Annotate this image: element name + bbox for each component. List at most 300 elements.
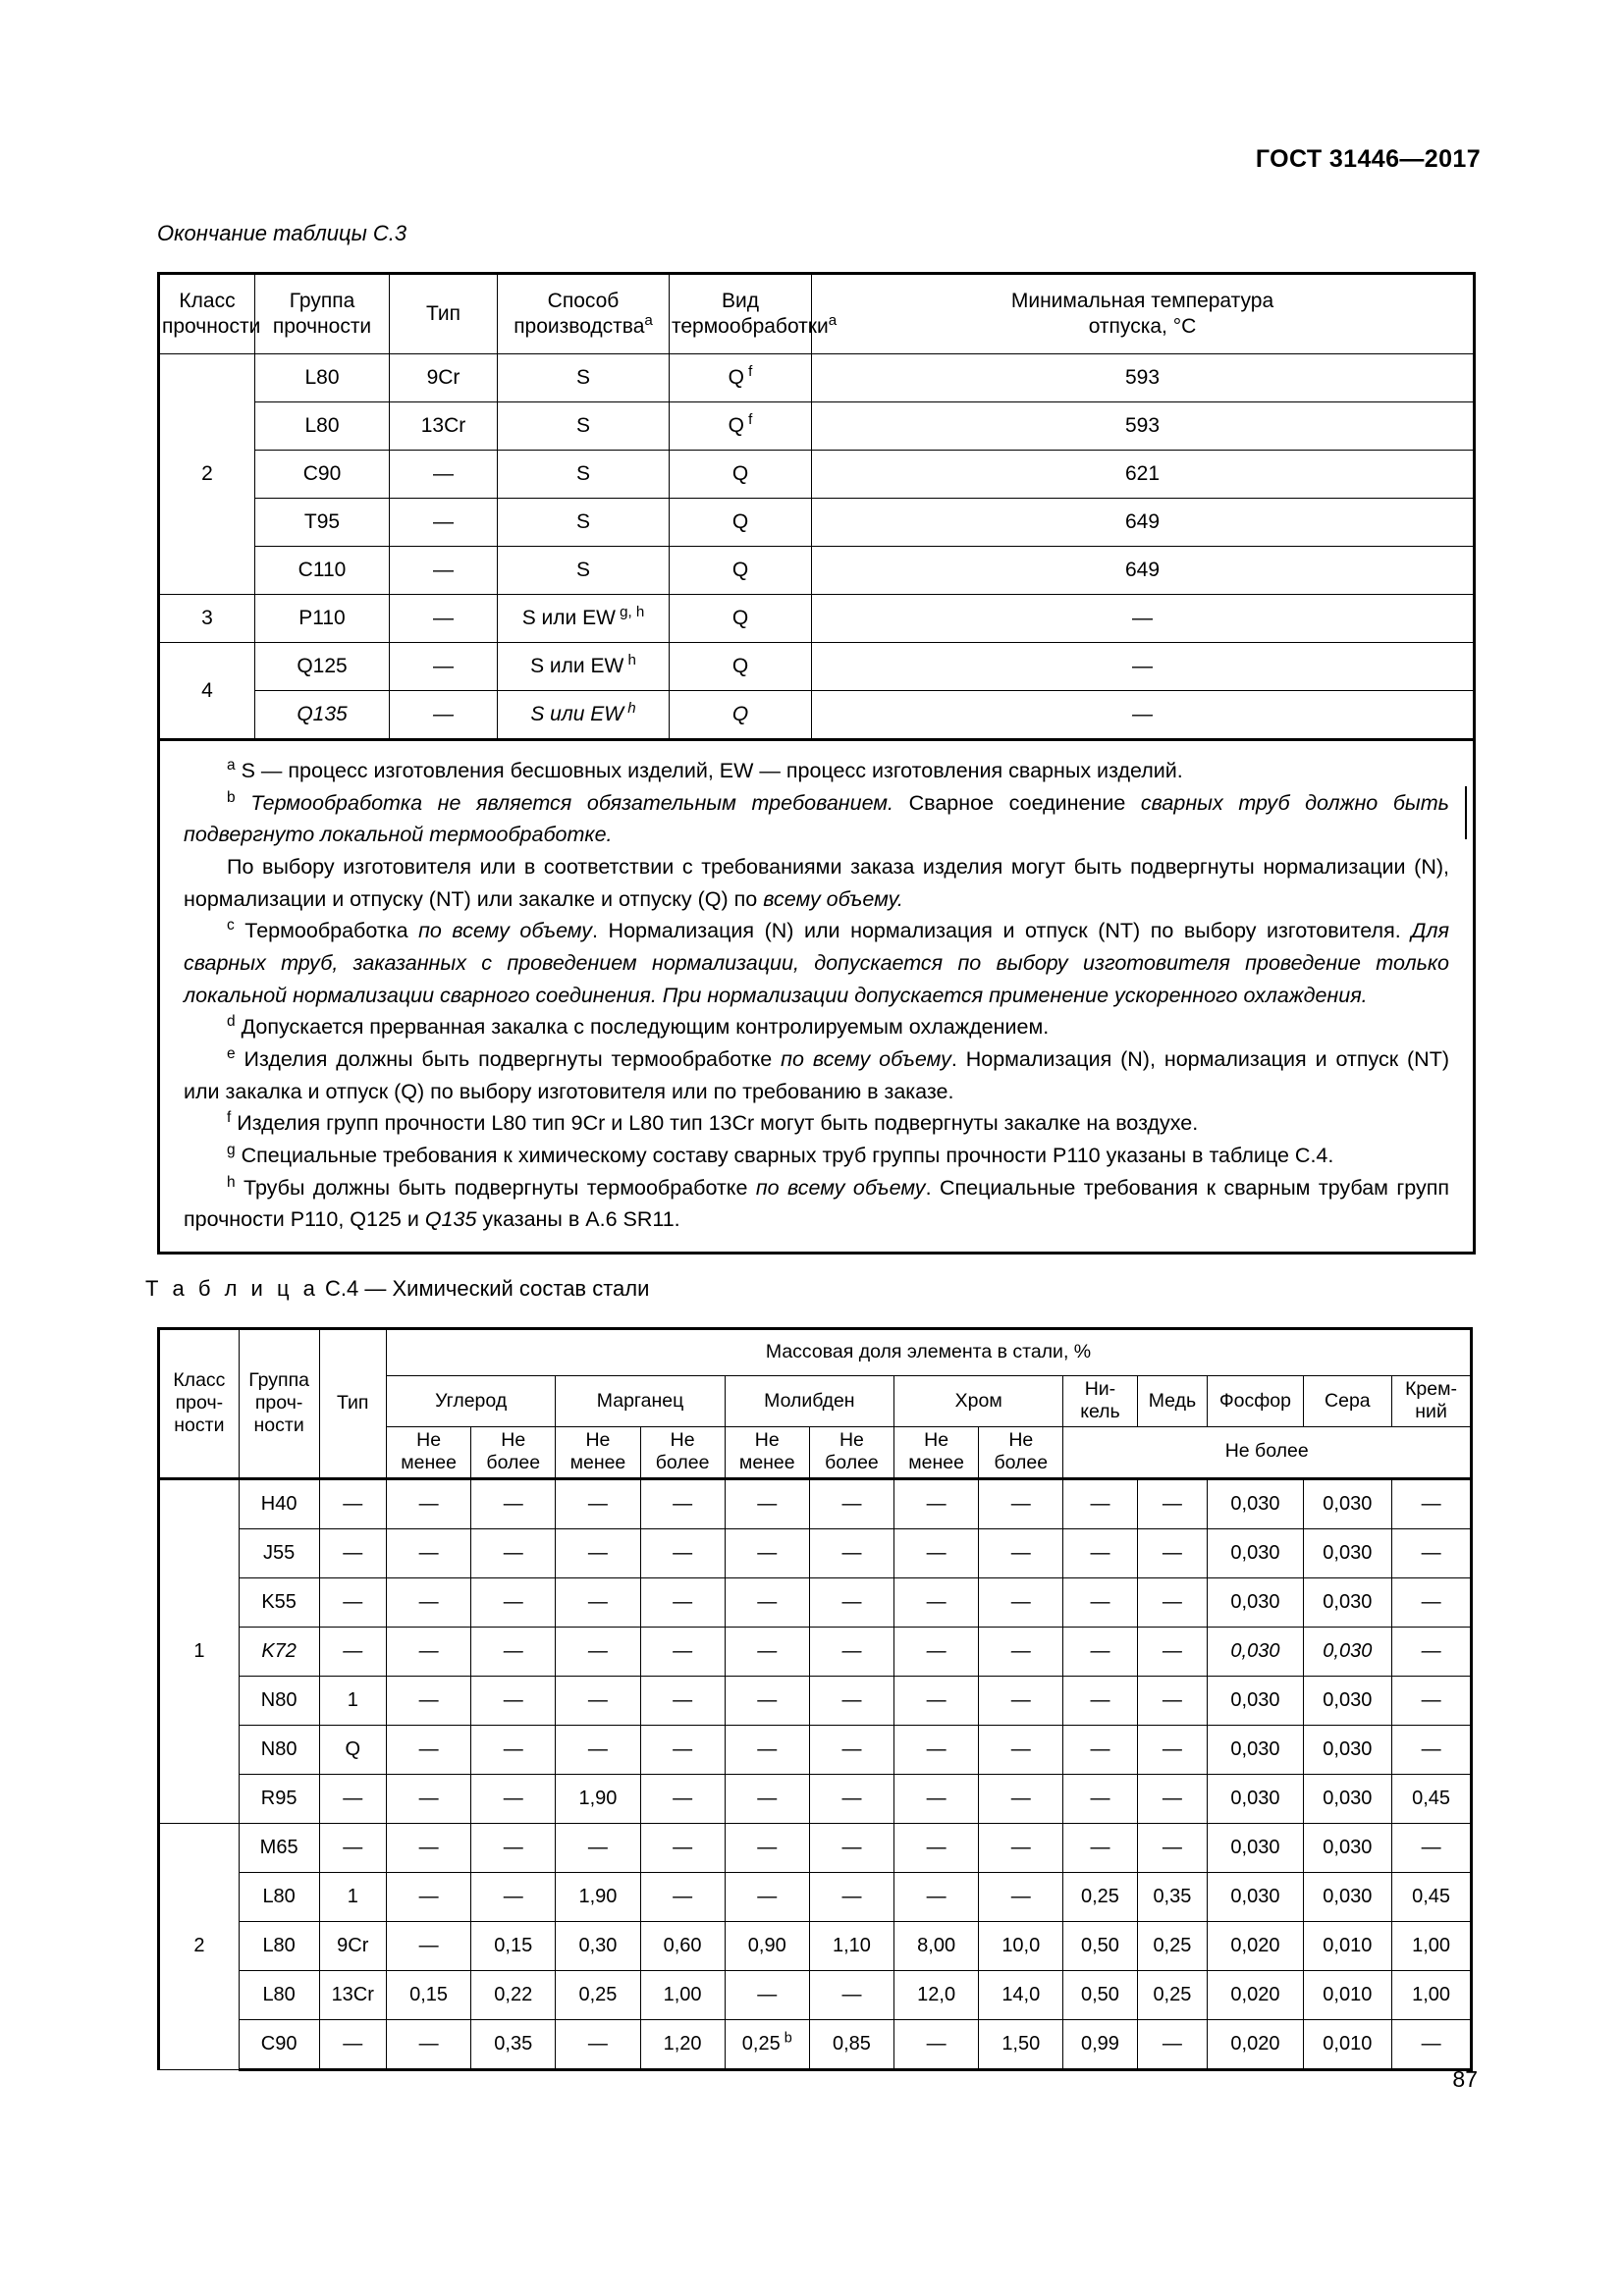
cell-carbon-min: — xyxy=(387,1823,471,1872)
cell-silicon: 1,00 xyxy=(1392,1970,1472,2019)
col-header-group-l3: ности xyxy=(253,1415,304,1437)
cell-type: 1 xyxy=(319,1676,387,1725)
cell-molybdenum-min: — xyxy=(725,1725,809,1774)
cell-min-temperature: 649 xyxy=(812,547,1475,595)
col-header-temp xyxy=(812,274,1475,354)
cell-molybdenum-min: — xyxy=(725,1478,809,1528)
cell-molybdenum-max: — xyxy=(809,1676,893,1725)
cell-production-method: S xyxy=(498,354,670,402)
cell-manganese-min: — xyxy=(556,2019,640,2069)
cell-manganese-min: 0,30 xyxy=(556,1921,640,1970)
cell-carbon-max: 0,35 xyxy=(471,2019,556,2069)
cell-sulfur: 0,030 xyxy=(1303,1774,1392,1823)
table-c4 xyxy=(157,1327,1473,2071)
cell-nickel: 0,99 xyxy=(1063,2019,1137,2069)
footnote-f xyxy=(184,1107,1449,1140)
cell-strength-group: H40 xyxy=(239,1478,319,1528)
cell-manganese-min: 1,90 xyxy=(556,1872,640,1921)
cell-type: — xyxy=(319,1627,387,1676)
col-header-mass-fraction-label: Массовая доля элемента в стали, % xyxy=(765,1341,1092,1363)
cell-copper: — xyxy=(1137,1725,1208,1774)
cell-production-method: S xyxy=(498,402,670,451)
cell-strength-group: K72 xyxy=(239,1627,319,1676)
footnote-c-text-2: по всему объему xyxy=(418,919,593,943)
cell-manganese-min: 0,25 xyxy=(556,1970,640,2019)
sub-min-l1: Не xyxy=(924,1428,949,1451)
cell-min-temperature: — xyxy=(812,691,1475,740)
table-row xyxy=(159,1823,1472,1872)
cell-silicon: — xyxy=(1392,1577,1472,1627)
cell-carbon-max: — xyxy=(471,1478,556,1528)
col-header-class-l3: ности xyxy=(174,1415,225,1437)
cell-carbon-min: 0,15 xyxy=(387,1970,471,2019)
col-header-silicon-l1: Крем- xyxy=(1405,1378,1458,1400)
cell-chromium-min: — xyxy=(894,1627,979,1676)
cell-carbon-min: — xyxy=(387,1774,471,1823)
cell-copper: 0,25 xyxy=(1137,1970,1208,2019)
cell-type: 13Cr xyxy=(390,402,498,451)
cell-heat-treatment: Q xyxy=(670,547,812,595)
cell-type: — xyxy=(319,1528,387,1577)
cell-strength-group: L80 xyxy=(239,1921,319,1970)
cell-heat-treatment: Q xyxy=(670,595,812,643)
cell-carbon-max: — xyxy=(471,1528,556,1577)
cell-carbon-min: — xyxy=(387,1676,471,1725)
cell-heat-treatment: Q xyxy=(670,451,812,499)
cell-carbon-max: — xyxy=(471,1823,556,1872)
cell-nickel: — xyxy=(1063,1725,1137,1774)
cell-molybdenum-min: — xyxy=(725,1823,809,1872)
cell-chromium-max: — xyxy=(979,1676,1063,1725)
col-header-class xyxy=(159,1329,240,1479)
cell-heat-treatment: Q xyxy=(670,499,812,547)
col-header-type-label: Тип xyxy=(425,302,460,326)
cell-strength-group: C90 xyxy=(239,2019,319,2069)
cell-phosphorus: 0,030 xyxy=(1208,1676,1303,1725)
cell-phosphorus: 0,030 xyxy=(1208,1872,1303,1921)
cell-carbon-max: — xyxy=(471,1577,556,1627)
cell-type: — xyxy=(390,499,498,547)
cell-nickel: — xyxy=(1063,1774,1137,1823)
col-header-sulfur-label: Сера xyxy=(1325,1389,1371,1412)
cell-chromium-max: — xyxy=(979,1478,1063,1528)
col-header-type xyxy=(319,1329,387,1479)
cell-copper: — xyxy=(1137,1627,1208,1676)
col-header-not-more-label: Не более xyxy=(1224,1440,1309,1463)
table-row xyxy=(159,1774,1472,1823)
footnote-b-para2-text: По выбору изготовителя или в соответствии с требованиями заказа изделия могут быть подвергнуты нормализации (N), нормализации и отпуску (NT) или закалке и отпуску (Q) по xyxy=(184,855,1449,911)
col-header-method-sup: a xyxy=(644,312,653,329)
cell-chromium-max: 14,0 xyxy=(979,1970,1063,2019)
cell-chromium-min: — xyxy=(894,2019,979,2069)
cell-type: — xyxy=(319,2019,387,2069)
col-header-copper-label: Медь xyxy=(1148,1389,1197,1412)
cell-manganese-max: — xyxy=(640,1627,725,1676)
cell-carbon-min: — xyxy=(387,1528,471,1577)
table-row xyxy=(159,1970,1472,2019)
footnote-c xyxy=(184,915,1449,1011)
cell-manganese-min: — xyxy=(556,1725,640,1774)
cell-manganese-min: — xyxy=(556,1478,640,1528)
footnote-c-text-4: Для сварных труб, заказанных с проведением нормализации, допускается по выбору изготовителя проведение только локальной нормализации сварного соединения. При нормализации допускается применение ускоренного охлаждения. xyxy=(184,919,1449,1007)
table-c4-caption-spaced: Т а б л и ц а xyxy=(145,1276,319,1301)
cell-chromium-min: 8,00 xyxy=(894,1921,979,1970)
cell-molybdenum-max: — xyxy=(809,1823,893,1872)
cell-type: — xyxy=(319,1577,387,1627)
cell-heat-treatment: Q $^f$ xyxy=(670,354,812,402)
footnotes-block xyxy=(159,740,1475,1254)
col-header-carbon-min xyxy=(387,1426,471,1478)
cell-strength-class: 3 xyxy=(159,595,255,643)
col-header-nickel-l1: Ни- xyxy=(1084,1378,1116,1400)
table-row xyxy=(159,643,1475,691)
cell-nickel: — xyxy=(1063,1627,1137,1676)
cell-type: — xyxy=(390,547,498,595)
sub-max-l2: более xyxy=(486,1452,541,1474)
cell-sulfur: 0,030 xyxy=(1303,1823,1392,1872)
cell-molybdenum-min: — xyxy=(725,1676,809,1725)
sub-max-l2: более xyxy=(994,1452,1049,1474)
cell-silicon: — xyxy=(1392,1627,1472,1676)
cell-strength-group: M65 xyxy=(239,1823,319,1872)
table-c3-caption: Окончание таблицы С.3 xyxy=(157,221,407,245)
footnote-e-marker: e xyxy=(227,1044,236,1062)
cell-type: 1 xyxy=(319,1872,387,1921)
cell-chromium-min: — xyxy=(894,1528,979,1577)
cell-carbon-max: 0,22 xyxy=(471,1970,556,2019)
cell-sulfur: 0,010 xyxy=(1303,2019,1392,2069)
cell-strength-group: Q125 xyxy=(255,643,390,691)
cell-type: — xyxy=(390,451,498,499)
cell-manganese-max: 0,60 xyxy=(640,1921,725,1970)
cell-carbon-max: 0,15 xyxy=(471,1921,556,1970)
cell-copper: 0,35 xyxy=(1137,1872,1208,1921)
cell-copper: — xyxy=(1137,1823,1208,1872)
sub-max-l1: Не xyxy=(501,1428,526,1451)
table-row xyxy=(159,595,1475,643)
cell-carbon-max: — xyxy=(471,1676,556,1725)
cell-phosphorus: 0,030 xyxy=(1208,1528,1303,1577)
footnote-b-text-3: сварных труб должно быть подвергнуто локальной термообработке. xyxy=(184,790,1449,847)
col-header-mass-fraction xyxy=(387,1329,1472,1376)
cell-molybdenum-min: — xyxy=(725,1872,809,1921)
cell-sulfur: 0,030 xyxy=(1303,1577,1392,1627)
cell-molybdenum-max: — xyxy=(809,1528,893,1577)
col-header-class-l2: прочности xyxy=(162,315,261,338)
footnote-d-text: Допускается прерванная закалка с последующим контролируемым охлаждением. xyxy=(241,1015,1050,1040)
cell-chromium-max: — xyxy=(979,1577,1063,1627)
table-c3 xyxy=(157,272,1476,1255)
cell-molybdenum-max: — xyxy=(809,1478,893,1528)
cell-production-method: S xyxy=(498,499,670,547)
col-header-molybdenum-label: Молибден xyxy=(764,1389,855,1412)
col-header-molybdenum-max xyxy=(809,1426,893,1478)
cell-sulfur: 0,010 xyxy=(1303,1921,1392,1970)
footnote-e xyxy=(184,1043,1449,1107)
cell-production-method: S или EW $^{g, h}$ xyxy=(498,595,670,643)
table-row xyxy=(159,1528,1472,1577)
cell-silicon: — xyxy=(1392,1528,1472,1577)
cell-heat-treatment: Q xyxy=(670,643,812,691)
cell-molybdenum-min: — xyxy=(725,1970,809,2019)
col-header-temp-l1: Минимальная температура xyxy=(1010,290,1274,313)
col-header-chromium-label: Хром xyxy=(954,1389,1002,1412)
cell-type: — xyxy=(319,1478,387,1528)
cell-strength-group: Q135 xyxy=(255,691,390,740)
col-header-not-more-span xyxy=(1063,1426,1472,1478)
footnote-e-text-3: . Нормализация (N), нормализация и отпуск (NT) или закалка и отпуск (Q) по выбору изготовителя или по требованию в заказе. xyxy=(184,1047,1450,1103)
col-header-chromium-min xyxy=(894,1426,979,1478)
col-header-manganese-max xyxy=(640,1426,725,1478)
col-header-method-l2: производства xyxy=(514,315,645,338)
footnote-b-text-2: Сварное соединение xyxy=(893,790,1141,815)
cell-strength-group: R95 xyxy=(239,1774,319,1823)
col-header-carbon-max xyxy=(471,1426,556,1478)
cell-min-temperature: — xyxy=(812,595,1475,643)
footnote-c-text-1: Термообработка xyxy=(244,919,419,943)
cell-min-temperature: 649 xyxy=(812,499,1475,547)
col-header-silicon-l2: ний xyxy=(1415,1401,1447,1423)
cell-strength-class: 2 xyxy=(159,1823,240,2069)
cell-phosphorus: 0,030 xyxy=(1208,1627,1303,1676)
cell-type: 13Cr xyxy=(319,1970,387,2019)
footnote-h-marker: h xyxy=(227,1173,236,1191)
cell-sulfur: 0,030 xyxy=(1303,1627,1392,1676)
col-header-phosphorus xyxy=(1208,1376,1303,1427)
sub-max-l2: более xyxy=(655,1452,710,1474)
cell-sulfur: 0,030 xyxy=(1303,1528,1392,1577)
footnote-h-text-4: Q135 xyxy=(424,1207,477,1232)
cell-copper: — xyxy=(1137,1478,1208,1528)
cell-nickel: — xyxy=(1063,1823,1137,1872)
col-header-sulfur xyxy=(1303,1376,1392,1427)
footnote-b xyxy=(184,787,1449,851)
cell-production-method: S xyxy=(498,451,670,499)
cell-strength-group: P110 xyxy=(255,595,390,643)
col-header-phosphorus-label: Фосфор xyxy=(1218,1389,1291,1412)
cell-manganese-min: — xyxy=(556,1627,640,1676)
footnote-b-para2-italic: всему объему. xyxy=(763,886,903,911)
cell-copper: — xyxy=(1137,1528,1208,1577)
table-c4-header-row-1 xyxy=(159,1329,1472,1376)
col-header-manganese xyxy=(556,1376,725,1427)
cell-carbon-min: — xyxy=(387,1627,471,1676)
table-c3-footnotes-row xyxy=(159,740,1475,1254)
cell-phosphorus: 0,030 xyxy=(1208,1774,1303,1823)
cell-copper: — xyxy=(1137,1774,1208,1823)
sub-min-l2: менее xyxy=(908,1452,964,1474)
sub-min-l2: менее xyxy=(738,1452,795,1474)
table-c3-header-row xyxy=(159,274,1475,354)
cell-phosphorus: 0,030 xyxy=(1208,1478,1303,1528)
cell-nickel: 0,25 xyxy=(1063,1872,1137,1921)
col-header-chromium xyxy=(894,1376,1063,1427)
cell-carbon-min: — xyxy=(387,1725,471,1774)
col-header-manganese-min xyxy=(556,1426,640,1478)
cell-min-temperature: — xyxy=(812,643,1475,691)
cell-strength-class: 1 xyxy=(159,1478,240,1823)
cell-chromium-min: — xyxy=(894,1725,979,1774)
col-header-class-l1: Класс xyxy=(179,290,236,313)
cell-silicon: 0,45 xyxy=(1392,1774,1472,1823)
cell-strength-group: N80 xyxy=(239,1725,319,1774)
col-header-type xyxy=(390,274,498,354)
cell-sulfur: 0,030 xyxy=(1303,1478,1392,1528)
col-header-type-label: Тип xyxy=(336,1392,369,1415)
table-row xyxy=(159,1577,1472,1627)
table-row xyxy=(159,354,1475,402)
col-header-copper xyxy=(1137,1376,1208,1427)
sub-min-l1: Не xyxy=(416,1428,442,1451)
cell-min-temperature: 593 xyxy=(812,402,1475,451)
cell-silicon: — xyxy=(1392,1823,1472,1872)
footnote-c-text-3: . Нормализация (N) или нормализация и отпуск (NT) по выбору изготовителя. xyxy=(592,919,1412,943)
cell-manganese-max: — xyxy=(640,1676,725,1725)
cell-phosphorus: 0,030 xyxy=(1208,1577,1303,1627)
cell-carbon-min: — xyxy=(387,1921,471,1970)
cell-strength-group: J55 xyxy=(239,1528,319,1577)
cell-manganese-max: — xyxy=(640,1774,725,1823)
sub-max-l1: Не xyxy=(839,1428,864,1451)
cell-production-method: S или EW $^h$ xyxy=(498,643,670,691)
col-header-group-l2: прочности xyxy=(272,315,372,338)
col-header-heat-sup: a xyxy=(828,312,838,329)
cell-manganese-max: — xyxy=(640,1528,725,1577)
cell-chromium-max: — xyxy=(979,1725,1063,1774)
cell-sulfur: 0,030 xyxy=(1303,1872,1392,1921)
footnote-g-text: Специальные требования к химическому составу сварных труб группы прочности P110 указаны в таблице С.4. xyxy=(241,1144,1334,1168)
cell-chromium-min: 12,0 xyxy=(894,1970,979,2019)
footnote-d-marker: d xyxy=(227,1013,236,1031)
footnote-a-marker: a xyxy=(227,756,236,774)
cell-molybdenum-max: — xyxy=(809,1970,893,2019)
cell-nickel: — xyxy=(1063,1577,1137,1627)
table-row xyxy=(159,499,1475,547)
sub-max-l1: Не xyxy=(1008,1428,1034,1451)
cell-manganese-min: — xyxy=(556,1823,640,1872)
cell-nickel: — xyxy=(1063,1528,1137,1577)
col-header-temp-l2: отпуска, °C xyxy=(1088,315,1197,338)
footnote-d xyxy=(184,1011,1449,1043)
table-row xyxy=(159,1725,1472,1774)
sub-max-l2: более xyxy=(825,1452,879,1474)
footnote-f-marker: f xyxy=(227,1109,232,1127)
cell-strength-group: K55 xyxy=(239,1577,319,1627)
cell-sulfur: 0,030 xyxy=(1303,1676,1392,1725)
cell-strength-group: C110 xyxy=(255,547,390,595)
cell-manganese-max: — xyxy=(640,1823,725,1872)
cell-strength-group: L80 xyxy=(239,1970,319,2019)
cell-carbon-min: — xyxy=(387,1872,471,1921)
table-row xyxy=(159,1676,1472,1725)
footnote-h xyxy=(184,1172,1449,1236)
cell-nickel: 0,50 xyxy=(1063,1921,1137,1970)
cell-silicon: — xyxy=(1392,1725,1472,1774)
cell-manganese-min: 1,90 xyxy=(556,1774,640,1823)
col-header-class xyxy=(159,274,261,354)
footnote-b-para2 xyxy=(184,851,1449,915)
cell-phosphorus: 0,020 xyxy=(1208,1970,1303,2019)
cell-chromium-max: — xyxy=(979,1774,1063,1823)
cell-copper: 0,25 xyxy=(1137,1921,1208,1970)
cell-chromium-min: — xyxy=(894,1872,979,1921)
col-header-chromium-max xyxy=(979,1426,1063,1478)
table-row xyxy=(159,1921,1472,1970)
cell-min-temperature: 593 xyxy=(812,354,1475,402)
cell-production-method: S xyxy=(498,547,670,595)
cell-strength-group: T95 xyxy=(255,499,390,547)
cell-copper: — xyxy=(1137,2019,1208,2069)
col-header-heat-l1: Вид xyxy=(722,290,759,313)
cell-type: 9Cr xyxy=(319,1921,387,1970)
cell-silicon: — xyxy=(1392,2019,1472,2069)
cell-chromium-min: — xyxy=(894,1823,979,1872)
cell-type: — xyxy=(319,1823,387,1872)
col-header-nickel xyxy=(1063,1376,1137,1427)
table-row xyxy=(159,1872,1472,1921)
cell-copper: — xyxy=(1137,1577,1208,1627)
cell-type: — xyxy=(390,643,498,691)
table-row xyxy=(159,1627,1472,1676)
cell-silicon: 0,45 xyxy=(1392,1872,1472,1921)
footnote-c-marker: c xyxy=(227,917,235,934)
cell-production-method: S или EW $^h$ xyxy=(498,691,670,740)
cell-strength-group: L80 xyxy=(255,402,390,451)
cell-silicon: — xyxy=(1392,1478,1472,1528)
sub-min-l1: Не xyxy=(754,1428,780,1451)
cell-carbon-min: — xyxy=(387,2019,471,2069)
col-header-group-l1: Группа xyxy=(248,1368,310,1391)
sub-min-l1: Не xyxy=(585,1428,611,1451)
footnote-e-text-1: Изделия должны быть подвергнуты термообработке xyxy=(243,1047,782,1072)
cell-type: 9Cr xyxy=(390,354,498,402)
cell-strength-class: 4 xyxy=(159,643,255,740)
table-row xyxy=(159,2019,1472,2069)
cell-manganese-min: — xyxy=(556,1577,640,1627)
cell-manganese-max: — xyxy=(640,1725,725,1774)
col-header-nickel-l2: кель xyxy=(1080,1401,1120,1423)
cell-nickel: — xyxy=(1063,1676,1137,1725)
cell-manganese-max: — xyxy=(640,1577,725,1627)
cell-phosphorus: 0,030 xyxy=(1208,1725,1303,1774)
cell-manganese-max: — xyxy=(640,1478,725,1528)
cell-chromium-max: — xyxy=(979,1627,1063,1676)
cell-carbon-min: — xyxy=(387,1478,471,1528)
footnote-b-marker: b xyxy=(227,788,236,806)
footnote-b-text-1: Термообработка не является обязательным требованием. xyxy=(250,790,894,815)
col-header-carbon-label: Углерод xyxy=(435,1389,508,1412)
cell-molybdenum-max: — xyxy=(809,1872,893,1921)
cell-manganese-max: 1,00 xyxy=(640,1970,725,2019)
col-header-method xyxy=(498,274,670,354)
col-header-manganese-label: Марганец xyxy=(596,1389,684,1412)
cell-molybdenum-min: — xyxy=(725,1528,809,1577)
cell-chromium-max: — xyxy=(979,1872,1063,1921)
cell-sulfur: 0,010 xyxy=(1303,1970,1392,2019)
col-header-molybdenum xyxy=(725,1376,893,1427)
cell-heat-treatment: Q $^f$ xyxy=(670,402,812,451)
cell-nickel: 0,50 xyxy=(1063,1970,1137,2019)
cell-type: — xyxy=(390,691,498,740)
footnote-h-text-3: . Специальные требования к сварным трубам групп прочности P110, Q125 и xyxy=(184,1175,1449,1232)
col-header-molybdenum-min xyxy=(725,1426,809,1478)
cell-heat-treatment: Q xyxy=(670,691,812,740)
col-header-silicon xyxy=(1392,1376,1472,1427)
cell-carbon-max: — xyxy=(471,1725,556,1774)
running-head: ГОСТ 31446—2017 xyxy=(1255,145,1481,173)
cell-molybdenum-min: — xyxy=(725,1627,809,1676)
cell-manganese-max: 1,20 xyxy=(640,2019,725,2069)
